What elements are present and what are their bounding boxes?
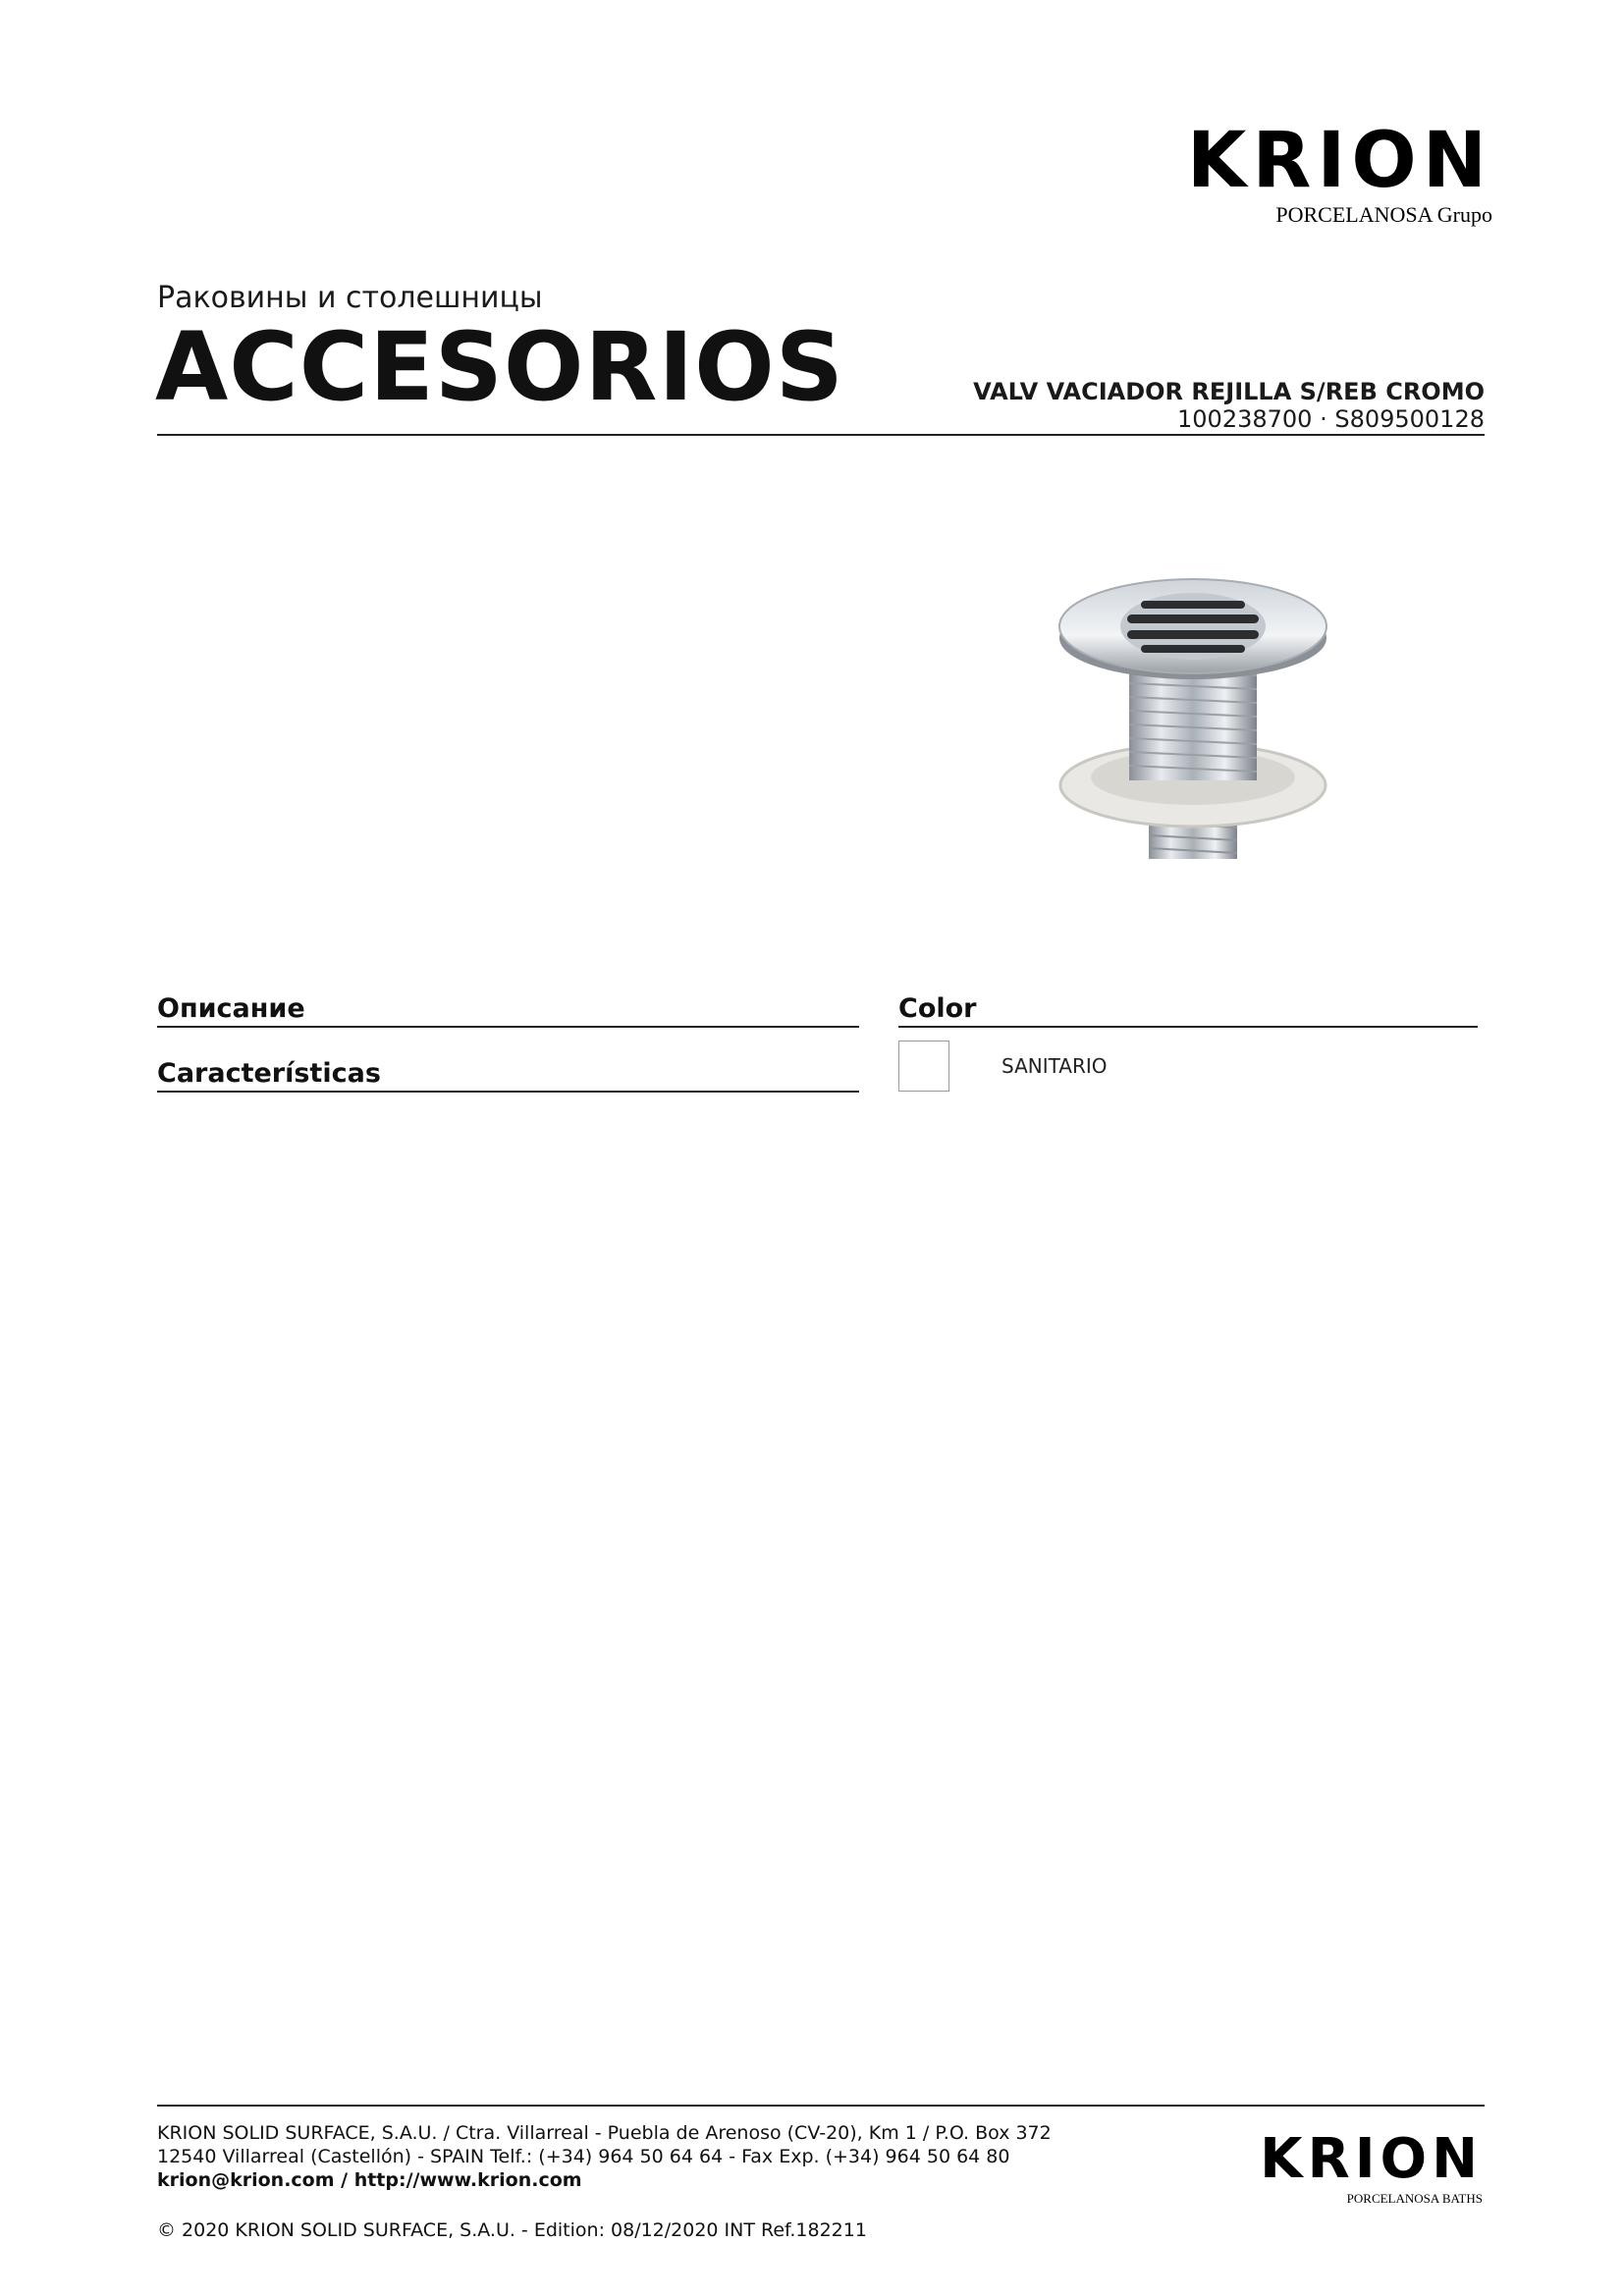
product-name: VALV VACIADOR REJILLA S/REB CROMO — [973, 378, 1485, 405]
product-image — [1051, 550, 1335, 883]
footer-address: KRION SOLID SURFACE, S.A.U. / Ctra. Villarreal - Puebla de Arenoso (CV-20), Km 1 / P.O. Box 372 — [157, 2122, 1052, 2144]
color-divider — [898, 1026, 1478, 1028]
footer-divider — [157, 2105, 1485, 2107]
color-heading: Color — [898, 993, 977, 1024]
features-divider — [157, 1091, 859, 1093]
krion-logo-small-icon — [1260, 2127, 1483, 2211]
color-swatch — [898, 1041, 949, 1092]
title-divider — [157, 434, 1485, 436]
footer-contact: 12540 Villarreal (Castellón) - SPAIN Telf.: (+34) 964 50 64 64 - Fax Exp. (+34) 964 50 64 80 — [157, 2146, 1010, 2167]
features-heading: Características — [157, 1058, 381, 1089]
logo-wordmark: KRION — [1186, 117, 1492, 205]
drain-valve-icon — [1051, 550, 1335, 883]
description-divider — [157, 1026, 859, 1028]
footer-copyright: © 2020 KRION SOLID SURFACE, S.A.U. - Edition: 08/12/2020 INT Ref.182211 — [157, 2219, 867, 2241]
page-title: ACCESORIOS — [155, 312, 844, 422]
product-codes: 100238700 · S809500128 — [1177, 405, 1485, 433]
category-label: Раковины и столешницы — [157, 281, 543, 315]
krion-logo-icon — [1186, 117, 1492, 234]
footer-logo-subtitle: PORCELANOSA BATHS — [1346, 2191, 1483, 2206]
logo-subtitle: PORCELANOSA Grupo — [1275, 202, 1492, 227]
footer-brand-logo — [1260, 2127, 1483, 2211]
footer-web-link[interactable]: krion@krion.com / http://www.krion.com — [157, 2169, 582, 2191]
footer-logo-wordmark: KRION — [1260, 2127, 1483, 2191]
color-name: SANITARIO — [1001, 1054, 1108, 1078]
brand-logo — [1186, 117, 1492, 234]
description-heading: Описание — [157, 993, 305, 1024]
